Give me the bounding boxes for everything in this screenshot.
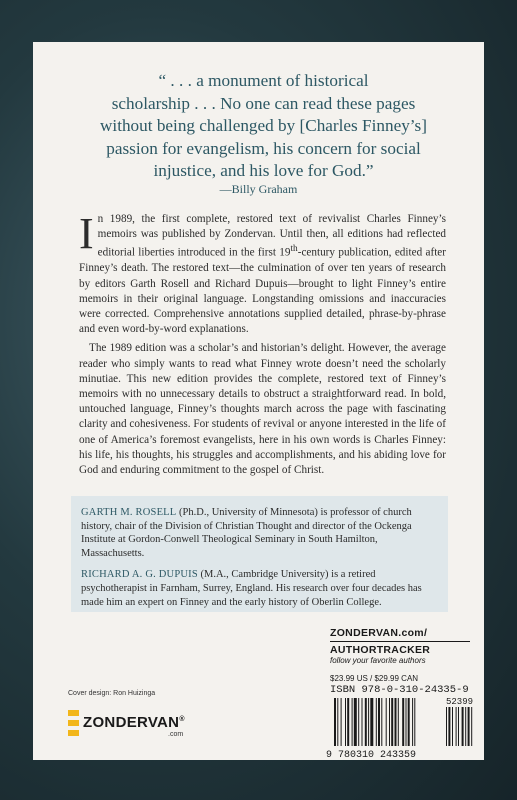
barcode-bar	[341, 698, 342, 746]
barcode-bar	[334, 698, 336, 746]
author-bios-box	[71, 496, 448, 612]
addon-bar	[471, 707, 472, 746]
barcode-bar	[337, 698, 338, 746]
p1-part2: -century publication, edited after Finney’s death. The restored text—the culmination of over ten years of research by editors Garth Rosell and Richard Dupuis—brought to light Finney’s entire memoirs in their original language. Longstanding omissions and inaccuracies were corrected. Comprehensive annotations supplied detailed, phrase-by-phrase and even word-by-word explanations.	[79, 247, 446, 336]
addon-bar	[468, 707, 470, 746]
barcode-bar	[362, 698, 363, 746]
addon-bar	[458, 707, 459, 746]
tracker-title: AUTHORTRACKER	[330, 644, 431, 656]
back-cover-panel	[33, 42, 484, 760]
quote-attribution: —Billy Graham	[219, 182, 298, 196]
quote-line: “ . . . a monument of historical	[158, 71, 369, 90]
p1-superscript: th	[290, 244, 298, 255]
barcode-bar	[358, 698, 359, 746]
quote-line: without being challenged by [Charles Finney’s]	[100, 116, 427, 135]
addon-bar	[448, 707, 450, 746]
isbn: ISBN 978-0-310-24335-9	[330, 684, 469, 696]
author-name: GARTH M. ROSELL	[81, 507, 177, 518]
tracker-tagline: follow your favorite authors	[330, 656, 426, 665]
price: $23.99 US / $29.99 CAN	[330, 674, 419, 683]
barcode-bar	[406, 698, 407, 746]
addon-bar	[452, 707, 453, 746]
barcode-digits: 9 780310 243359	[326, 750, 417, 759]
drop-cap: I	[79, 209, 94, 258]
tracker-url: ZONDERVAN.com/	[330, 627, 428, 639]
barcode-bar	[386, 698, 387, 746]
zondervan-mark-icon	[68, 710, 79, 736]
cover-design-credit: Cover design: Ron Huizinga	[68, 690, 156, 697]
barcode-bar	[345, 698, 346, 746]
publisher-name	[83, 714, 185, 731]
barcode-bar	[347, 698, 349, 746]
barcode-bar	[376, 698, 377, 746]
publisher-logo	[68, 706, 228, 742]
quote-line: scholarship . . . No one can read these pages	[111, 93, 416, 113]
barcode-bar	[368, 698, 369, 746]
barcode-bar	[378, 698, 380, 746]
tracker-divider	[330, 641, 470, 642]
addon-bar	[465, 707, 466, 746]
registered-mark: ®	[179, 716, 185, 723]
barcode-bar	[365, 698, 367, 746]
publisher-domain: .com	[168, 731, 184, 738]
barcode-bar	[389, 698, 390, 746]
barcode-bar	[381, 698, 382, 746]
description-paragraph-1	[79, 209, 446, 337]
addon-bar	[462, 707, 464, 746]
quote-line: passion for evangelism, his concern for social	[106, 138, 421, 158]
barcode-graphic	[326, 696, 481, 759]
barcode-bar	[352, 698, 353, 746]
author-tracker	[330, 627, 478, 665]
addon-bar	[456, 707, 457, 746]
barcode-bar	[391, 698, 393, 746]
barcode-bar	[414, 698, 415, 746]
endorsement-quote	[73, 70, 454, 183]
barcode	[326, 696, 481, 759]
quote-line: injustice, and his love for God.”	[153, 161, 374, 180]
p1-part1: n 1989, the first complete, restored text of revivalist Charles Finney’s memoirs was published by Zondervan. Until then, all editions had reflected editorial liberties introduced in the first 19	[97, 213, 446, 260]
description-text	[79, 209, 446, 482]
barcode-bar	[370, 698, 373, 746]
barcode-bar	[402, 698, 404, 746]
description-paragraph-2: The 1989 edition was a scholar’s and historian’s delight. However, the average reader who simply wants to read what Finney wrote doesn’t need the scholarly minutiae. This new edition provides the complete, restored text of Finney’s memoirs with no unnecessary details to obstruct a straightforward read. In bold, untouched language, Finney’s thoughts march across the page with fascinating clarity and cohesiveness. For students of revival or anyone interested in the life of one of America’s foremost evangelists, here in his own words is Charles Finney: his life, his thoughts, his struggles and accomplishments, and his abiding love for God and enduring commitment to the gospel of Christ.	[79, 342, 446, 476]
barcode-bar	[412, 698, 413, 746]
addon-digits: 52399	[446, 697, 474, 707]
author-bio	[81, 506, 438, 560]
author-bio-text: (Ph.D., University of Minnesota) is professor of church history, chair of the Division of Christian Thought and director of the Ockenga Institute at Gordon-Conwell Theological Seminary in South Hamilton, Massachusetts.	[81, 507, 412, 559]
addon-bar	[446, 707, 447, 746]
barcode-bar	[354, 698, 357, 746]
author-bio-text: (M.A., Cambridge University) is a retired psychotherapist in Farnham, Surrey, England. His research over four decades has made him an expert on Finney and the early history of Oberlin College.	[81, 569, 422, 608]
author-name: RICHARD A. G. DUPUIS	[81, 569, 198, 581]
barcode-bar	[398, 698, 399, 746]
publisher-wordmark: ZONDERVAN	[83, 714, 180, 731]
author-bio	[81, 568, 438, 609]
barcode-bar	[408, 698, 410, 746]
barcode-bar	[395, 698, 397, 746]
